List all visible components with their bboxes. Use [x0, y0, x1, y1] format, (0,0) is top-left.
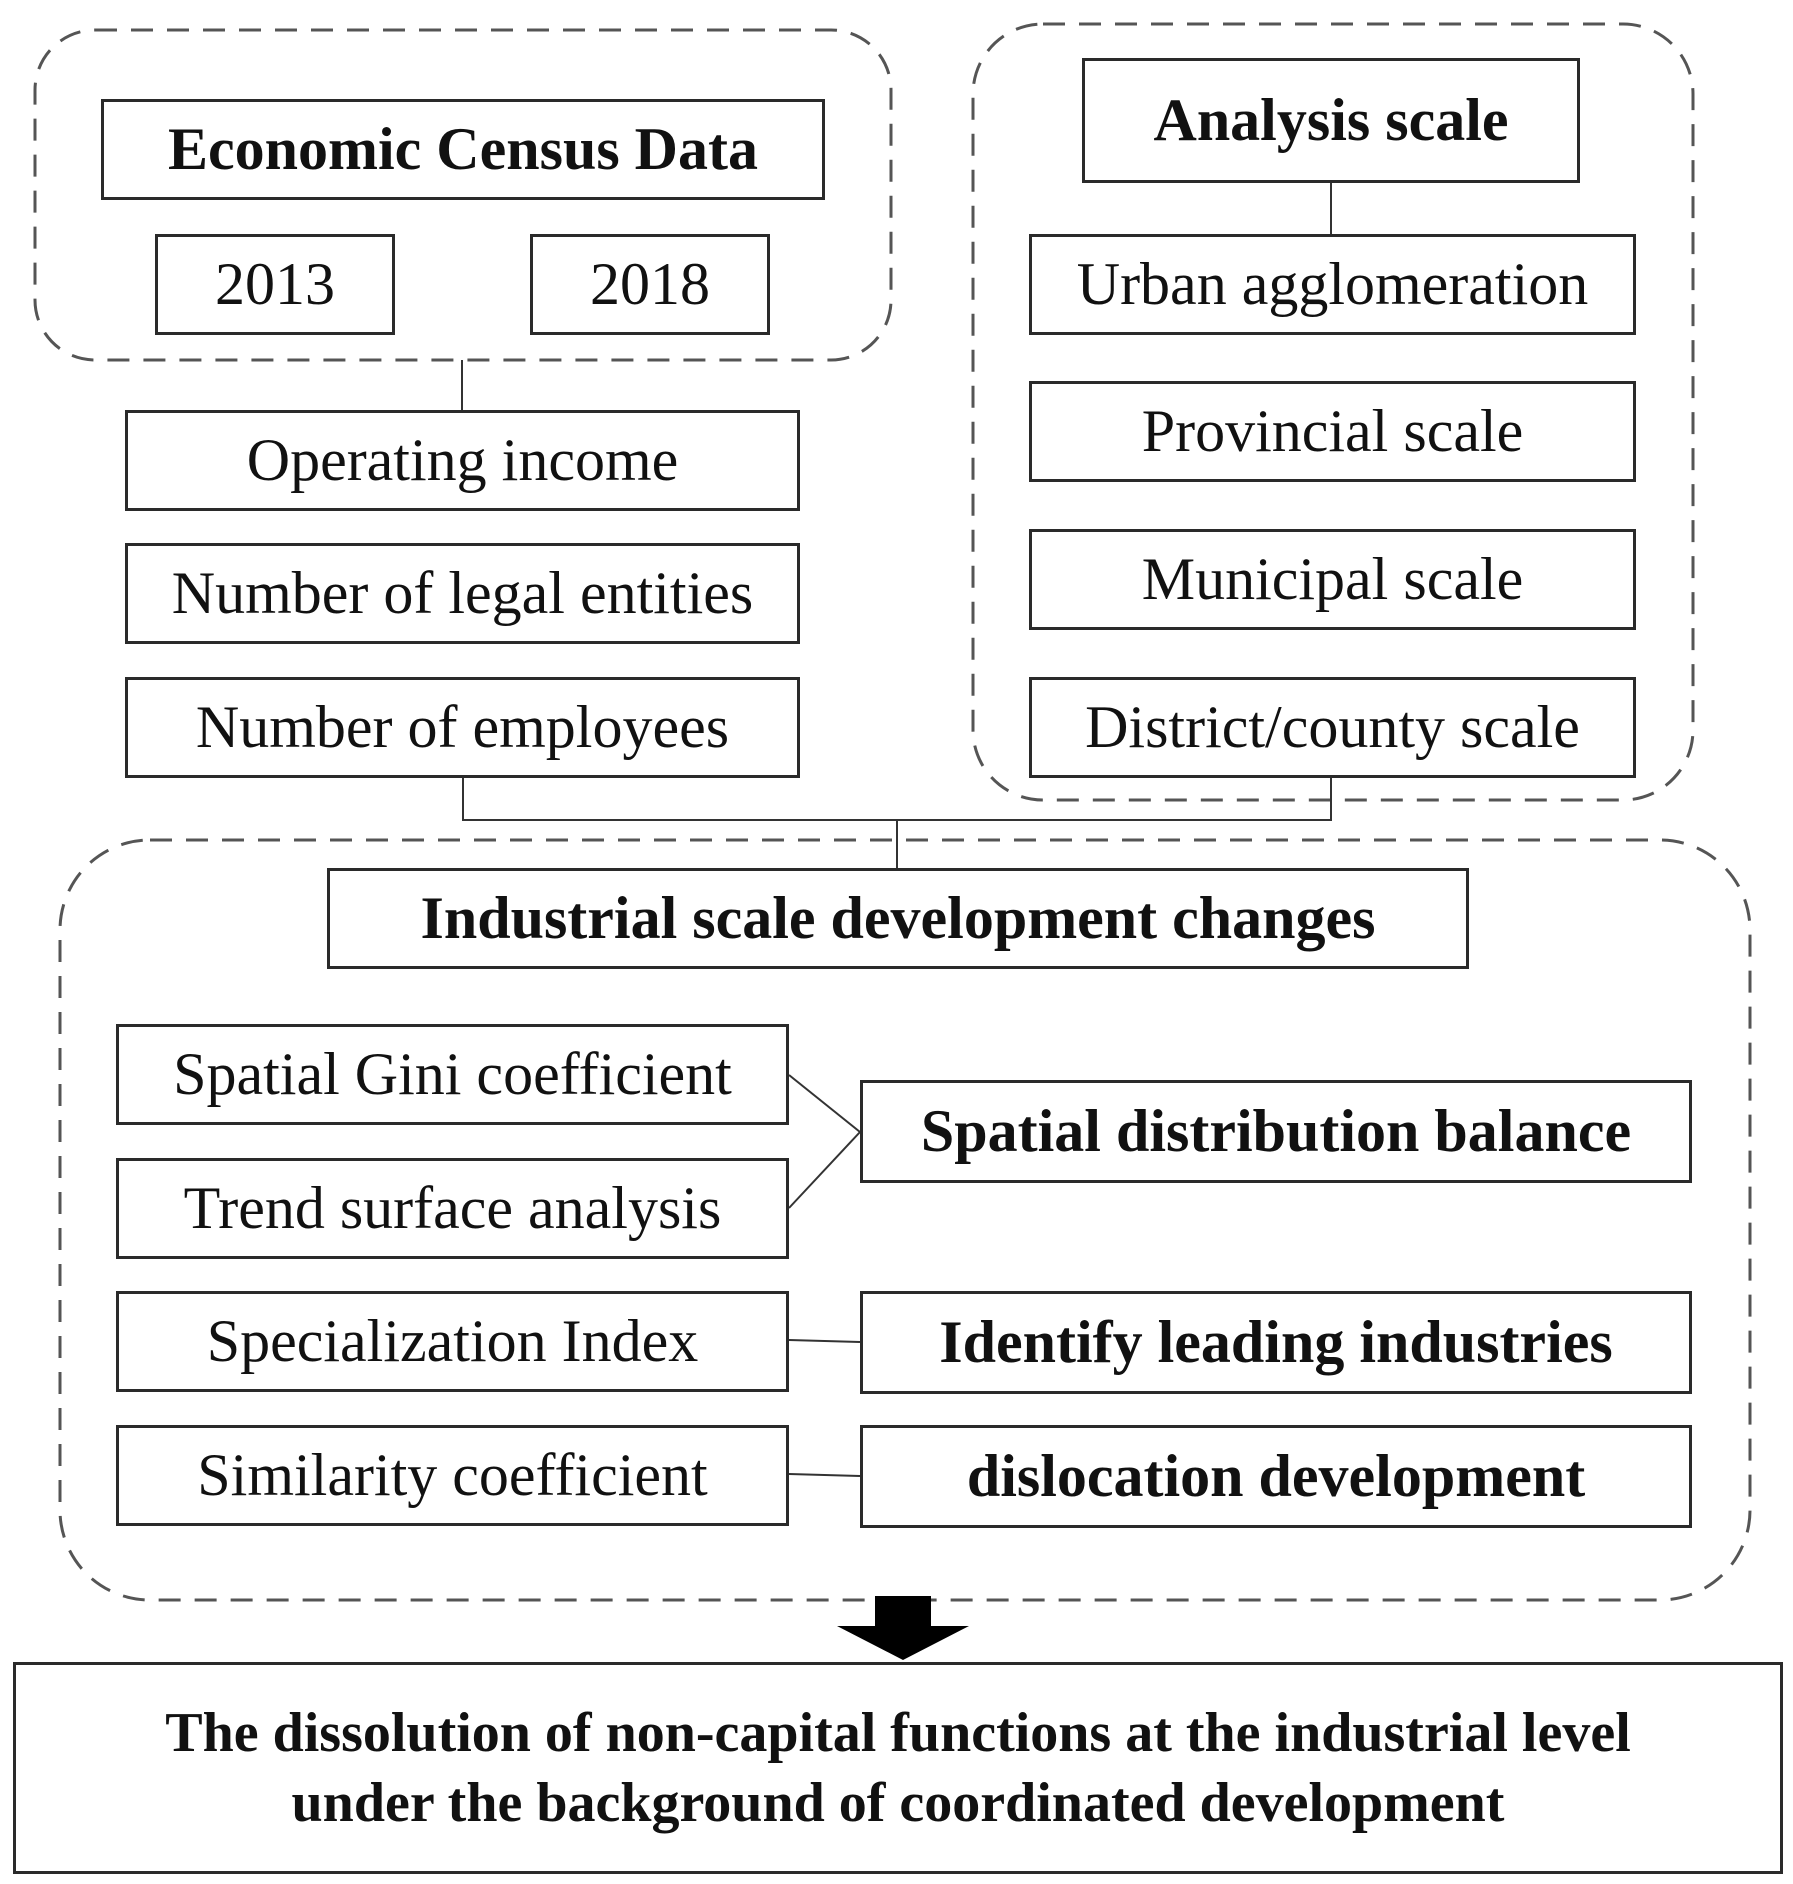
outcome-spatial-balance: Spatial distribution balance: [860, 1080, 1692, 1183]
method-spatial-gini: Spatial Gini coefficient: [116, 1024, 789, 1125]
scale-district-county: District/county scale: [1029, 677, 1636, 778]
conclusion-line-2: under the background of coordinated development: [291, 1772, 1505, 1834]
method-specialization-index: Specialization Index: [116, 1291, 789, 1392]
scale-municipal: Municipal scale: [1029, 529, 1636, 630]
connector-similarity-to-dislocation: [789, 1474, 860, 1476]
scale-urban-agglomeration: Urban agglomeration: [1029, 234, 1636, 335]
method-trend-surface: Trend surface analysis: [116, 1158, 789, 1259]
year-2013-box: 2013: [155, 234, 395, 335]
method-similarity-coefficient: Similarity coefficient: [116, 1425, 789, 1526]
connector-specialization-to-leading: [789, 1340, 860, 1342]
industrial-title-box: Industrial scale development changes: [327, 868, 1469, 969]
conclusion-box: [13, 1662, 1783, 1874]
indicator-employees: Number of employees: [125, 677, 800, 778]
census-title-box: Economic Census Data: [101, 99, 825, 200]
connector-gini-to-balance: [789, 1075, 860, 1132]
outcome-dislocation-development: dislocation development: [860, 1425, 1692, 1528]
indicator-operating-income: Operating income: [125, 410, 800, 511]
conclusion-line-1: The dissolution of non-capital functions at the industrial level: [165, 1702, 1631, 1764]
analysis-scale-title-box: Analysis scale: [1082, 58, 1580, 183]
outcome-leading-industries: Identify leading industries: [860, 1291, 1692, 1394]
scale-provincial: Provincial scale: [1029, 381, 1636, 482]
indicator-legal-entities: Number of legal entities: [125, 543, 800, 644]
year-2018-box: 2018: [530, 234, 770, 335]
down-arrow-icon: [837, 1596, 969, 1660]
connector-trend-to-balance: [789, 1132, 860, 1208]
